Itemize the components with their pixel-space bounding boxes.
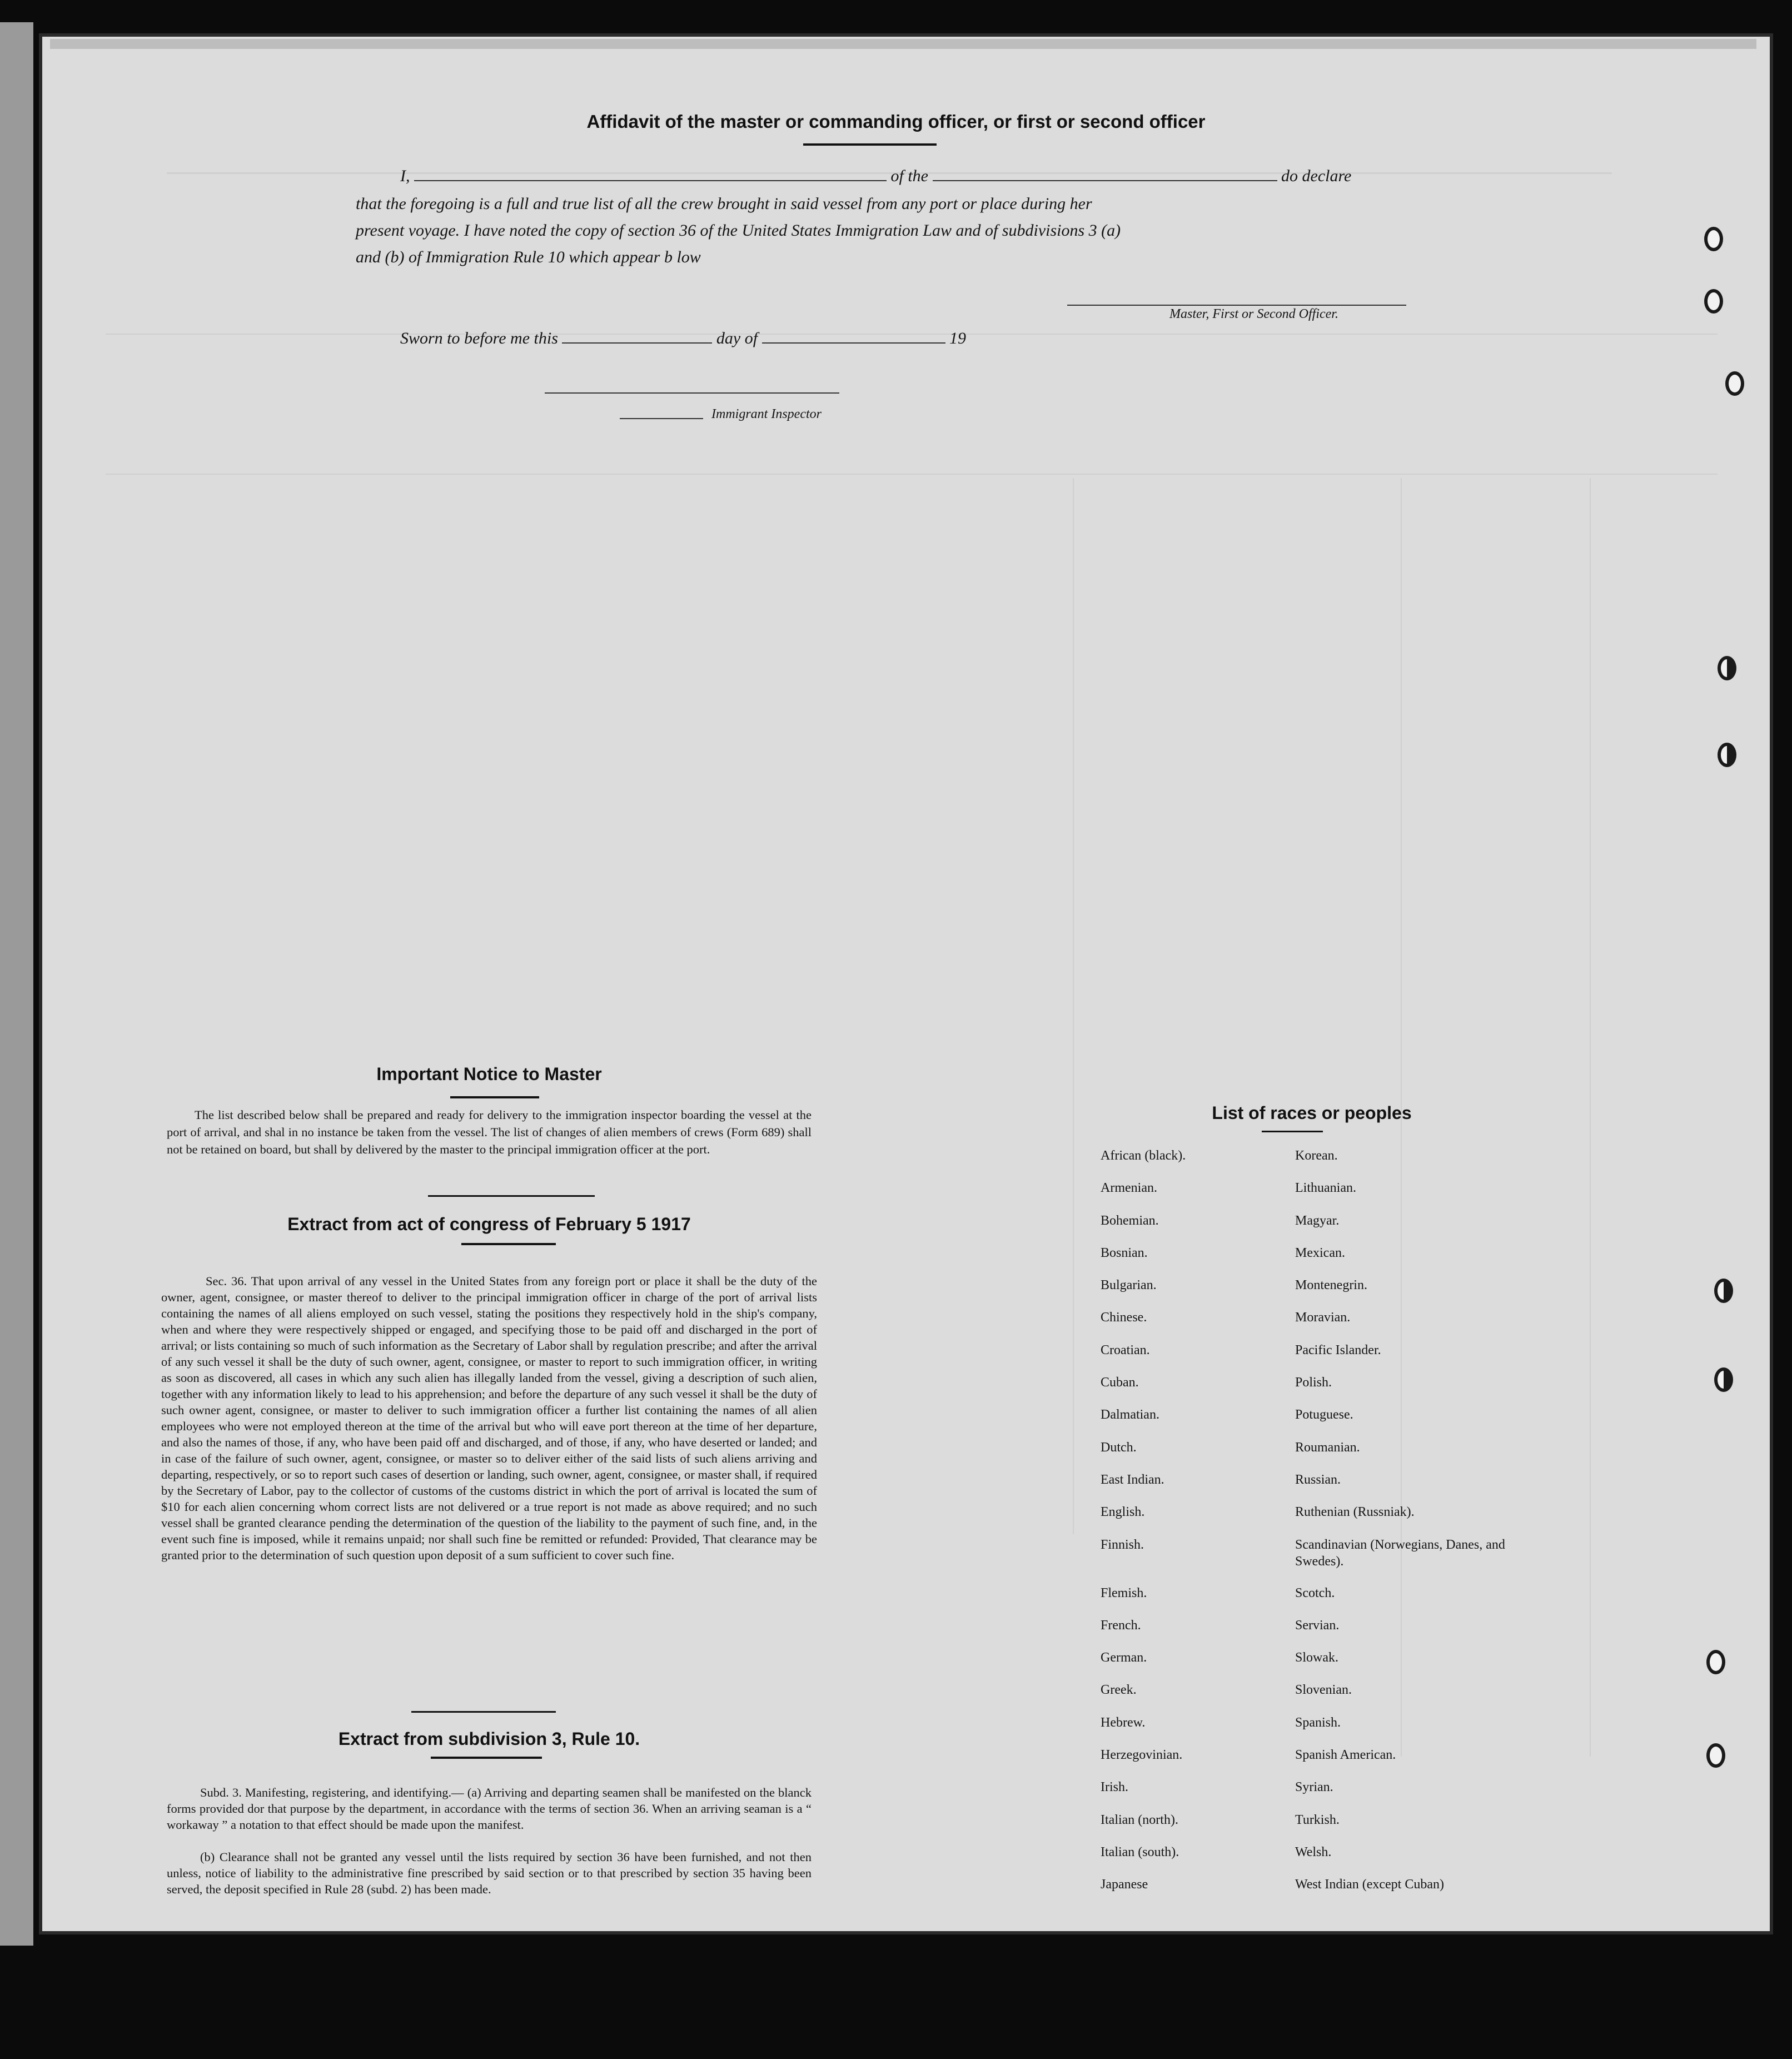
race-item: Korean. bbox=[1295, 1148, 1338, 1163]
race-item: Chinese. bbox=[1101, 1310, 1147, 1325]
affidavit-declaration-line bbox=[400, 167, 1351, 186]
race-item: Bosnian. bbox=[1101, 1245, 1148, 1260]
race-item: Herzegovinian. bbox=[1101, 1748, 1183, 1763]
adjacent-page-edge bbox=[0, 22, 33, 1946]
race-item: Spanish. bbox=[1295, 1715, 1341, 1730]
race-item: Dutch. bbox=[1101, 1440, 1137, 1455]
race-item: Polish. bbox=[1295, 1375, 1332, 1390]
race-item: Scotch. bbox=[1295, 1585, 1335, 1600]
act-heading-underline bbox=[461, 1243, 556, 1245]
race-item: Spanish American. bbox=[1295, 1748, 1396, 1763]
notice-text: The list described below shall be prepared and ready for delivery to the immigration inspector boarding the vessel at the port of arrival, and shal in no instance be taken from the vessel. The list of changes of alien members of crews (Form 689) shall not be retained on board, but shall by delivered by the master to the principal immigration officer at the port. bbox=[167, 1108, 812, 1156]
race-item: Bulgarian. bbox=[1101, 1278, 1157, 1293]
binder-hole bbox=[1725, 371, 1744, 396]
affidavit-do-declare-label: do declare bbox=[1281, 167, 1352, 185]
race-item: Irish. bbox=[1101, 1780, 1128, 1795]
sworn-text: Sworn to before me this bbox=[400, 329, 558, 347]
affidavit-i-label: I, bbox=[400, 167, 410, 185]
race-item: Potuguese. bbox=[1295, 1408, 1353, 1423]
race-item: Roumanian. bbox=[1295, 1440, 1360, 1455]
race-item: Moravian. bbox=[1295, 1310, 1351, 1325]
binder-hole bbox=[1714, 1367, 1733, 1392]
inspector-caption: Immigrant Inspector bbox=[711, 407, 822, 421]
inspector-short-line bbox=[620, 418, 703, 419]
binder-hole bbox=[1718, 656, 1736, 680]
race-item: English. bbox=[1101, 1505, 1145, 1520]
day-of-label: day of bbox=[716, 329, 758, 347]
race-item: Japanese bbox=[1101, 1877, 1148, 1892]
section-36-text: Sec. 36. That upon arrival of any vessel in the United States from any foreign port or place it shall be the duty of the owner, agent, consignee, or master thereof to deliver to the principal immigration officer in charge of the port of arrival lists containing the names of all aliens employed on such vessel, stating the positions they respectively hold in the ship's company, when and where they were respectively shipped or engaged, and specifying those to be paid off and discharged in the port of arrival; or lists containing so much of such information as the Secretary of Labor shall by regulation prescribe; and after the arrival of any such vessel it shall be the duty of such owner, agent, consignee, or master to report to such immigration officer, in writing as soon as discovered, all cases in which any such alien has illegally landed from the vessel, giving a description of such alien, together with any information likely to lead to his apprehension; and before the departure of any such vessel it shall be the duty of such owner agent, consignee, or master to deliver to such immigration officer a further list containing the names of all alien employees who were not employed thereon at the time of the arrival but who will eave port thereon at the time of her departure, and also the names of those, if any, who have been paid off and discharged, and of those, if any, who have deserted or landed; and in case of the failure of such owner, agent, consignee, or master so to deliver either of the said lists of such aliens arriving and departing, respectively, or so to report such cases of desertion or landing, such owner, agent, consignee, or master shall, if required by the Secretary of Labor, pay to the collector of customs of the customs district in which the port of arrival is located the sum of $10 for each alien concerning whom correct lists are not delivered or a true report is not made as above required; and no such vessel shall be granted clearance pending the determination of the question of the liability to the payment of such fine, and, in the event such fine is imposed, while it remains unpaid; nor shall such fine be remitted or refunded: Provided, That clearance may be granted prior to the determination of such question upon deposit of a sum sufficient to cover such fine. bbox=[161, 1274, 817, 1562]
divider bbox=[428, 1195, 595, 1197]
race-item: Welsh. bbox=[1295, 1844, 1332, 1859]
race-item: Italian (north). bbox=[1101, 1812, 1178, 1827]
title-underline bbox=[803, 143, 937, 146]
race-item: Turkish. bbox=[1295, 1812, 1340, 1827]
race-item: French. bbox=[1101, 1618, 1141, 1633]
race-item: Cuban. bbox=[1101, 1375, 1139, 1390]
race-item: Hebrew. bbox=[1101, 1715, 1146, 1730]
binder-hole bbox=[1704, 289, 1723, 314]
race-item: Russian. bbox=[1295, 1472, 1341, 1487]
binder-hole bbox=[1714, 1279, 1733, 1303]
rule-heading-underline bbox=[431, 1757, 542, 1759]
race-item: Italian (south). bbox=[1101, 1844, 1179, 1859]
race-item: Bohemian. bbox=[1101, 1213, 1159, 1228]
race-item: Finnish. bbox=[1101, 1537, 1144, 1552]
race-item: Scandinavian (Norwegians, Danes, and Swedes). bbox=[1295, 1537, 1505, 1569]
inspector-signature-line[interactable] bbox=[545, 392, 839, 394]
race-item: German. bbox=[1101, 1650, 1147, 1665]
race-item: Pacific Islander. bbox=[1295, 1342, 1381, 1357]
notice-heading: Important Notice to Master bbox=[376, 1064, 602, 1084]
vessel-blank[interactable] bbox=[933, 180, 1277, 181]
race-item: Croatian. bbox=[1101, 1342, 1150, 1357]
binder-hole bbox=[1706, 1743, 1725, 1768]
race-item: Mexican. bbox=[1295, 1245, 1345, 1260]
race-item: Montenegrin. bbox=[1295, 1278, 1367, 1293]
year-prefix: 19 bbox=[949, 329, 967, 347]
binder-hole bbox=[1704, 227, 1723, 251]
races-heading-underline bbox=[1262, 1131, 1323, 1132]
affidavit-title: Affidavit of the master or commanding officer, or first or second officer bbox=[586, 111, 1206, 132]
act-heading: Extract from act of congress of February 5 1917 bbox=[287, 1214, 691, 1234]
sworn-day-blank[interactable] bbox=[562, 342, 712, 344]
race-item: West Indian (except Cuban) bbox=[1295, 1877, 1444, 1892]
race-item: Ruthenian (Russniak). bbox=[1295, 1505, 1415, 1520]
rule-heading: Extract from subdivision 3, Rule 10. bbox=[338, 1729, 640, 1749]
subdivision-b-text: (b) Clearance shall not be granted any vessel until the lists required by section 36 have been furnished, and not then unless, notice of liability to the administrative fine prescribed by said section or to that prescribed by section 35 having been served, the deposit specified in Rule 28 (subd. 2) has been made. bbox=[167, 1850, 812, 1896]
race-item: East Indian. bbox=[1101, 1472, 1164, 1487]
race-item: Armenian. bbox=[1101, 1181, 1157, 1196]
race-item: African (black). bbox=[1101, 1148, 1186, 1163]
name-blank[interactable] bbox=[414, 180, 887, 181]
affidavit-of-the-label: of the bbox=[890, 167, 928, 185]
sworn-month-blank[interactable] bbox=[762, 342, 945, 344]
sworn-line bbox=[400, 329, 966, 348]
race-item: Slovenian. bbox=[1295, 1683, 1352, 1698]
race-item: Servian. bbox=[1295, 1618, 1340, 1633]
page-fold bbox=[50, 39, 1756, 49]
races-right-column bbox=[1295, 1147, 1517, 1909]
subdivision-a-text: Subd. 3. Manifesting, registering, and identifying.— (a) Arriving and departing seamen shall be manifested on the blanck forms provided dor that purpose by the department, in accordance with the terms of section 36. When an arriving seaman is a “ workaway ” a notation to that effect should be made upon the manifest. bbox=[167, 1786, 812, 1832]
binder-hole bbox=[1718, 743, 1736, 767]
races-heading: List of races or peoples bbox=[1212, 1103, 1412, 1123]
affidavit-body-line-1: that the foregoing is a full and true list of all the crew brought in said vessel from any port or place during her bbox=[356, 195, 1092, 213]
race-item: Lithuanian. bbox=[1295, 1181, 1356, 1196]
divider bbox=[411, 1711, 556, 1713]
race-item: Syrian. bbox=[1295, 1780, 1333, 1795]
notice-underline bbox=[450, 1096, 539, 1098]
affidavit-body-line-3: and (b) of Immigration Rule 10 which appear b low bbox=[356, 248, 701, 266]
races-left-column bbox=[1101, 1147, 1312, 1909]
master-caption: Master, First or Second Officer. bbox=[1169, 307, 1338, 321]
race-item: Slowak. bbox=[1295, 1650, 1338, 1665]
binder-hole bbox=[1706, 1650, 1725, 1674]
race-item: Magyar. bbox=[1295, 1213, 1340, 1228]
master-signature-line[interactable] bbox=[1067, 305, 1406, 306]
race-item: Dalmatian. bbox=[1101, 1408, 1159, 1423]
affidavit-body-line-2: present voyage. I have noted the copy of section 36 of the United States Immigration Law and of subdivisions 3 (a) bbox=[356, 221, 1121, 240]
race-item: Flemish. bbox=[1101, 1585, 1147, 1600]
race-item: Greek. bbox=[1101, 1683, 1137, 1698]
